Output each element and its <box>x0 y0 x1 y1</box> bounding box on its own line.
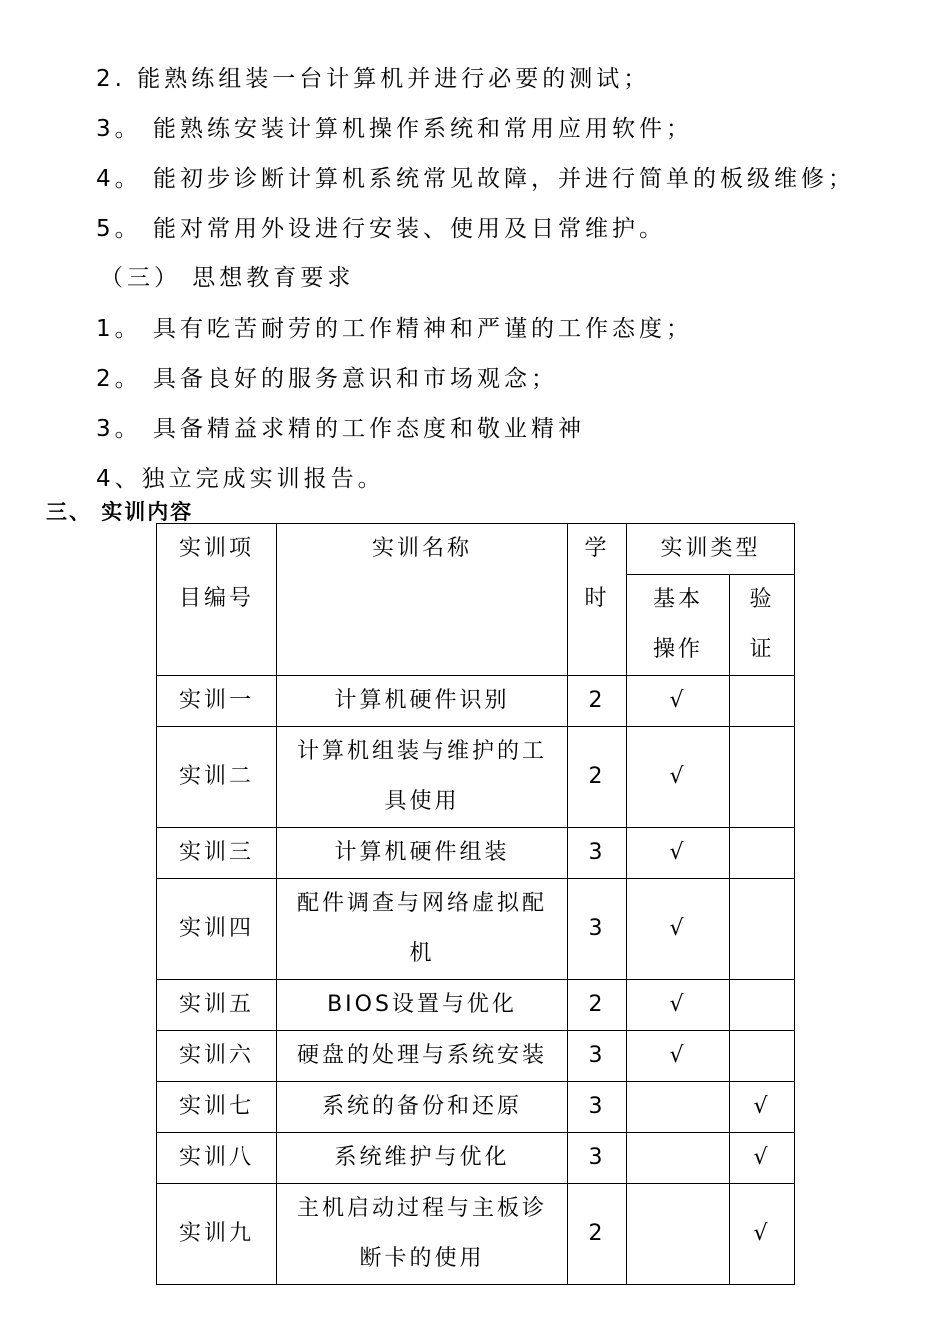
header-basic <box>627 575 730 676</box>
header-id-line1: 实训项 <box>178 536 254 561</box>
skill-line: 2. 能熟练组装一台计算机并进行必要的测试； <box>96 66 651 92</box>
row-id: 实训一 <box>157 676 277 727</box>
row-basic-check <box>627 1082 730 1133</box>
row-verify-check: √ <box>730 1082 795 1133</box>
skill-line: 4。 能初步诊断计算机系统常见故障，并进行简单的板级维修； <box>96 166 855 192</box>
ideology-line: 1。 具有吃苦耐劳的工作精神和严谨的工作态度； <box>96 316 693 342</box>
row-name: 硬盘的处理与系统安装 <box>277 1031 568 1082</box>
header-verify-line2: 证 <box>749 637 775 662</box>
skill-line: 5。 能对常用外设进行安装、使用及日常维护。 <box>96 216 666 242</box>
header-hours-line2: 时 <box>584 586 610 611</box>
skill-line: 3。 能熟练安装计算机操作系统和常用应用软件； <box>96 116 693 142</box>
row-verify-check <box>730 980 795 1031</box>
header-type: 实训类型 <box>627 524 795 575</box>
header-name <box>277 524 568 676</box>
row-name: 计算机硬件识别 <box>277 676 568 727</box>
table-row <box>157 1184 795 1285</box>
table-row <box>157 828 795 879</box>
row-name <box>277 727 568 828</box>
header-basic-line2: 操作 <box>652 637 703 662</box>
row-name-line1: 计算机组装与维护的工 <box>296 739 547 764</box>
row-hours: 3 <box>568 1133 627 1184</box>
row-id: 实训九 <box>157 1184 277 1285</box>
row-id: 实训六 <box>157 1031 277 1082</box>
header-verify-line1: 验 <box>749 587 775 612</box>
ideology-line: 3。 具备精益求精的工作态度和敬业精神 <box>96 416 585 442</box>
row-name: 系统的备份和还原 <box>277 1082 568 1133</box>
row-hours: 2 <box>568 980 627 1031</box>
header-verify <box>730 575 795 676</box>
row-verify-check <box>730 676 795 727</box>
section-heading: 三、 实训内容 <box>46 500 194 524</box>
ideology-line: 4、独立完成实训报告。 <box>96 466 385 492</box>
row-basic-check <box>627 1184 730 1285</box>
header-basic-line1: 基本 <box>652 587 703 612</box>
row-verify-check <box>730 828 795 879</box>
row-id: 实训二 <box>157 727 277 828</box>
subsection-title: （三） 思想教育要求 <box>100 265 355 291</box>
header-name-label: 实训名称 <box>371 536 472 561</box>
table-row <box>157 879 795 980</box>
ideology-line: 2。 具备良好的服务意识和市场观念； <box>96 366 558 392</box>
header-hours <box>568 524 627 676</box>
row-basic-check: √ <box>627 980 730 1031</box>
row-hours: 3 <box>568 828 627 879</box>
row-basic-check: √ <box>627 676 730 727</box>
row-name-line2: 断卡的使用 <box>359 1246 485 1271</box>
row-hours: 2 <box>568 676 627 727</box>
row-name: 系统维护与优化 <box>277 1133 568 1184</box>
row-name-line2: 机 <box>409 941 435 966</box>
row-basic-check <box>627 1133 730 1184</box>
row-id: 实训八 <box>157 1133 277 1184</box>
table-row <box>157 676 795 727</box>
row-hours: 3 <box>568 1082 627 1133</box>
row-id: 实训七 <box>157 1082 277 1133</box>
row-basic-check: √ <box>627 727 730 828</box>
row-hours: 3 <box>568 879 627 980</box>
row-verify-check <box>730 879 795 980</box>
header-id-line2: 目编号 <box>178 586 254 611</box>
row-name: 计算机硬件组装 <box>277 828 568 879</box>
row-name-line2: 具使用 <box>384 789 460 814</box>
row-basic-check: √ <box>627 879 730 980</box>
row-basic-check: √ <box>627 1031 730 1082</box>
table-row <box>157 980 795 1031</box>
row-name <box>277 879 568 980</box>
row-id: 实训三 <box>157 828 277 879</box>
row-verify-check <box>730 727 795 828</box>
row-name: BIOS设置与优化 <box>277 980 568 1031</box>
row-hours: 3 <box>568 1031 627 1082</box>
header-id <box>157 524 277 676</box>
row-name-line1: 配件调查与网络虚拟配 <box>296 891 547 916</box>
training-table <box>156 523 795 1285</box>
row-name-line1: 主机启动过程与主板诊 <box>296 1196 547 1221</box>
table-row <box>157 1082 795 1133</box>
table-row <box>157 1031 795 1082</box>
row-id: 实训四 <box>157 879 277 980</box>
row-id: 实训五 <box>157 980 277 1031</box>
row-hours: 2 <box>568 727 627 828</box>
row-verify-check <box>730 1031 795 1082</box>
row-hours: 2 <box>568 1184 627 1285</box>
table-row <box>157 1133 795 1184</box>
row-name <box>277 1184 568 1285</box>
row-verify-check: √ <box>730 1133 795 1184</box>
row-verify-check: √ <box>730 1184 795 1285</box>
row-basic-check: √ <box>627 828 730 879</box>
header-hours-line1: 学 <box>584 536 610 561</box>
table-row <box>157 727 795 828</box>
